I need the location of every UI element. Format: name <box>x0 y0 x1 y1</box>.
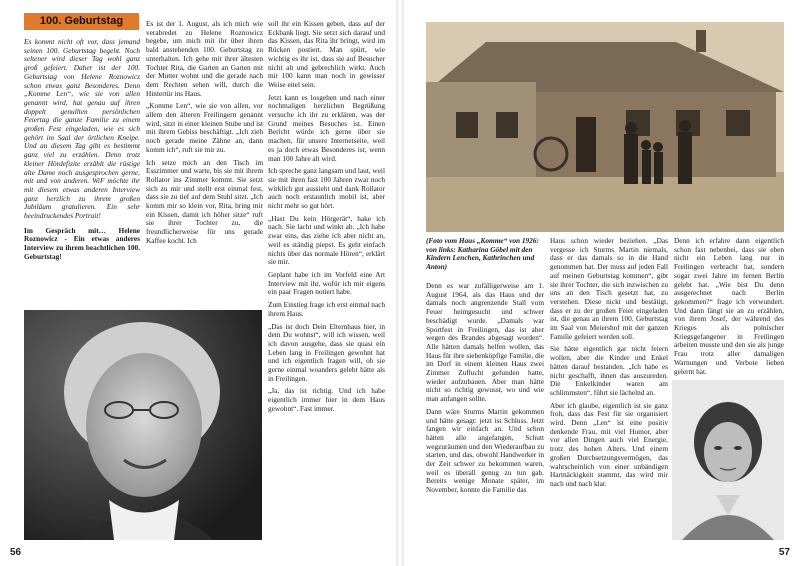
paragraph: Ich spreche ganz langsam und laut, weil sie mit ihren fast 100 Jahren zwar noch wirklich gut aussieht und dank Rollator auch noch erstaunlich mobil ist, aber nicht mehr so gut hört. <box>268 166 385 211</box>
left-column-2 <box>146 20 263 250</box>
intro-column <box>24 38 140 266</box>
interview-heading: Im Gespräch mit… Helene Roznowicz - Ein etwas anderes Interview zu ihrem beachtlichen 100. Geburtstag! <box>24 225 140 261</box>
paragraph: Es ist der 1. August, als ich mich wie verabredet zu Helene Roznowicz begebe, um mich mit ihr über ihren bald anstehenden 100. Geburtstag zu unterhalten. Ich gehe mit ihrer ältesten Tochter Rita, die Garten an Garten mit der Mutter wohnt und die gerade nach dem Rechten sehen will, durch die Hintertür ins Haus. <box>146 19 263 98</box>
right-column-2 <box>550 237 668 493</box>
portrait-photo <box>24 310 262 540</box>
paragraph: „Komme Len“, wie sie von allen, vor allem den älteren Freilingern genannt wird, sitzt in einer kleinen Stube und ist mit ihrem Gebiss beschäftigt. „Ich zieh noch gerade meine Zähne an, dann komm ich“, ruft sie mir zu. <box>146 101 263 154</box>
right-page <box>404 0 800 566</box>
paragraph: „Ja, das ist richtig. Und ich habe eigentlich immer hier in dem Haus gewohnt“. Fast immer. <box>268 386 385 413</box>
paragraph: Denn es war zufälligerweise am 1. August 1964, als das Haus und der damals noch angrenzende Stall vom Feuer heimgesucht und schwer beschädigt wurde. „Damals war Sportfest in Freilingen, das ist aber wegen des Brandes abgesagt worden“. Alle hätten damals helfen wollen, das Haus für ihre siebenköpfige Familie, die im Dorf in einem kleinen Haus zwei Zimmer Zuflucht gefunden hatte, wieder aufzubauen. Aber man hätte nicht so richtig gewusst, wo und wie man anfangen sollte. <box>426 281 544 404</box>
paragraph: Aber ich glaube, eigentlich ist sie ganz froh, dass das Fest für sie organisiert wird. Denn „Len“ ist eine positiv denkende Frau, mit viel Humor, aber vor allen Dingen auch viel Energie, trotz des hohen Alters. Und einem großen Durchsetzungsvermögen, das wahrscheinlich von einer unbändigen Hartnäckigkeit stammt, das wird mir nach und nach klar. <box>550 400 668 488</box>
paragraph: Haus schon wieder beziehen. „Das vergesse ich Sturms Martin niemals, dass er das damals so in die Hand genommen hat. Der muss auf jeden Fall auf meinen Geburtstag kommen“, gibt sie ihrer Tochter, die sich inzwischen zu uns an den Tisch gesetzt hat, zu verstehen. Diese nickt und bestätigt, dass er zu der großen Feier eingeladen ist, die genau an ihrem 100. Geburtstag im Saal von Meiershof mit der ganzen Familie gefeiert werden soll. <box>550 236 668 341</box>
paragraph: Dann wäre Sturms Martin gekommen und hätte gesagt: jetzt ist Schluss. Jetzt fangen wir einfach an. Und schon hätten alle angefangen, Schutt wegzuräumen und den Wiederaufbau zu starten, und das, obwohl Handwerker in der Zeit schwer zu bekommen waren, weil es überall genug zu tun gab. Bereits wenige Monate später, im November, konnte die Familie das <box>426 406 544 495</box>
paragraph: Denn ich erfahre dann eigentlich schon fast nebenbei, dass sie eben nicht ein Leben lang nur in Freilingen verbracht hat, sondern sogar zwei Jahre im fernen Berlin gelebt hat. „Wie bist Du denn ausgerechnet nach Berlin gekommen?“ frage ich verwundert. Und dann fängt sie an zu erzählen, von ihrem Josef, der während des Krieges als polnischer Kriegsgefangener in Freilingen arbeiten musste und den sie als junge Frau trotz aller damaligen Warnungen und Verbote lieben gelernt hat. <box>674 236 784 376</box>
paragraph: Zum Einstieg frage ich erst einmal nach ihrem Haus. <box>268 300 385 318</box>
paragraph: Jetzt kann es losgehen und nach einer nochmaligen herzlichen Begrüßung versuche ich ihr zu erklären, was der Grund meines Besuches ist. Einen Bericht würde ich gerne über sie machen, für unsere Internetseite, weil es ja doch etwas Besonderes ist, wenn man 100 Jahre alt wird. <box>268 92 385 163</box>
page-gutter <box>396 0 404 566</box>
paragraph: „Das ist doch Dein Elternhaus hier, in dem Du wohnst“, will ich wissen, weil ich davon ausgehe, dass sie quasi ein Leben lang in Freilingen gewohnt hat und ich eigentlich fragen will, ob sie gerne einmal woanders gelebt hätte als in Freilingen. <box>268 321 385 383</box>
paragraph: „Hast Du kein Hörgerät“, hake ich nach. Sie lacht und winkt ab. „Ich habe zwar eins, das ziehe ich aber nicht an, weil es ständig piepst. Es geht einfach nichts über das normale Hören“, erklärt sie mir. <box>268 213 385 267</box>
paragraph: Geplant habe ich im Vorfeld eine Art Interview mit ihr, wofür ich mir eigens ein paar Fragen notiert habe. <box>268 269 385 297</box>
photo-caption: (Foto vom Haus „Komme“ von 1926: von links: Katharina Göbel mit den Kindern Lenchen, Kathrinchen und Anton) <box>426 236 539 272</box>
left-column-3 <box>268 20 385 418</box>
paragraph: Ich setze mich an den Tisch im Esszimmer und warte, bis sie mit ihrem Rollator ins Zimmer kommt. Sie setzt sich zu mir und stellt erst einmal fest, dass sie zu tief auf dem Stuhl sitzt. „Ich komm mir so klein vor, Rita, bring mir ein Kissen, damit ich höher sitze“ ruft sie ihrer Tochter zu, die freundlicherweise für uns gerade Kaffee kocht. Ich <box>146 157 263 245</box>
intro-text: Es kommt nicht oft vor, dass jemand seinen 100. Geburtstag begeht. Noch seltener wird dieser Tag wohl ganz groß gefeiert. Daher ist der 100. Geburtstag von Helene Roznowicz schon etwas ganz Besonderes. Denn „Komme Len“, wie sie von allen genannt wird, hat genau auf ihren doppelt genullten persönlichen Feiertag die ganze Familie zu einem großen Fest eingeladen, wie es sich gehört im Saal der örtlichen Kneipe. Und an diesem Tag gibt es bestimmt ganz viel zu erzählen. Denn trotz kleiner Hördefizite erzählt die rüstige alte Dame noch ausgesprochen gerne, mit und von anderen. WiF möchte ihr mit diesem etwas anderen Interview ganz herzlich zu ihrem großen Jubiläum gratulieren. Ein sehr beeindruckendes Portrait! <box>24 37 140 221</box>
left-page <box>0 0 396 566</box>
page-number-right: 57 <box>778 547 790 558</box>
paragraph: soll ihr ein Kissen geben, dass auf der Eckbank liegt. Sie setzt sich darauf und das Kissen, das Rita ihr bringt, wird im Rücken postiert. Man spürt, wie wichtig es ihr ist, dass sie auf Besucher nicht alt und gebrechlich wirkt. Auch mit 100 kann man noch in gewisser Weise eitel sein. <box>268 19 385 89</box>
page-number-left: 56 <box>10 547 22 558</box>
young-portrait-photo <box>672 380 784 540</box>
paragraph: Sie hätte eigentlich gar nicht feiern wollen, aber die Kinder und Enkel hätten darauf bestanden. „Ich habe es nicht geschafft, ihnen das auszureden. Die Enkelkinder waren am schlimmsten“, führt sie lächelnd an. <box>550 344 668 397</box>
house-photo <box>426 22 784 232</box>
article-title: 100. Geburtstag <box>24 13 139 30</box>
right-column-1 <box>426 282 544 499</box>
right-column-3 <box>674 237 784 380</box>
